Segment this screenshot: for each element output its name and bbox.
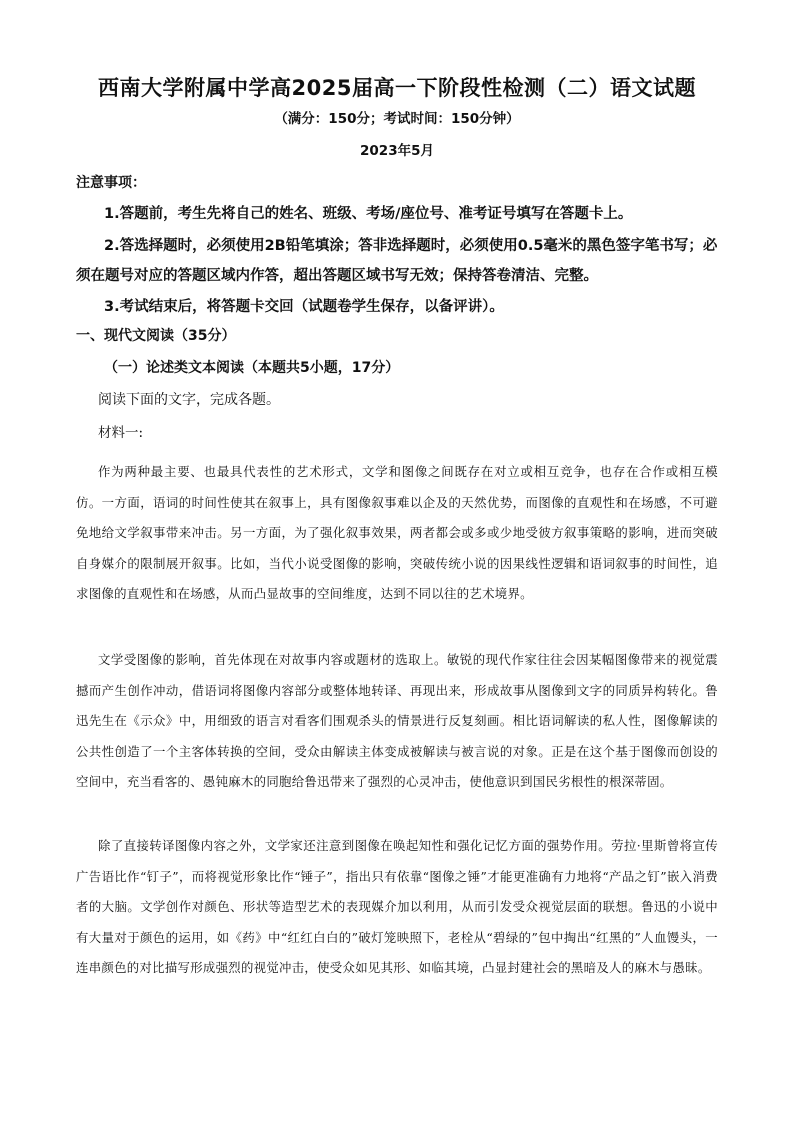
notice-item-1: 1.答题前，考生先将自己的姓名、班级、考场/座位号、准考证号填写在答题卡上。: [104, 206, 633, 222]
notice-item-2: 2.答选择题时，必须使用2B铅笔填涂；答非选择题时，必须使用0.5毫米的黑色签字笔书写；必须在题号对应的答题区域内作答，超出答题区域书写无效；保持答卷清洁、完整。: [76, 238, 718, 284]
exam-subtitle: （满分：150分；考试时间：150分钟）: [274, 111, 520, 127]
passage-paragraph-1: 作为两种最主要、也最具代表性的艺术形式，文学和图像之间既存在对立或相互竞争，也存在合作或相互模仿。一方面，语词的时间性使其在叙事上，具有图像叙事难以企及的天然优势，而图像的直观性和在场感，不可避免地给文学叙事带来冲击。另一方面，为了强化叙事效果，两者都会或多或少地受彼方叙事策略的影响，进而突破自身媒介的限制展开叙事。比如，当代小说受图像的影响，突破传统小说的因果线性逻辑和语词叙事的时间性，追求图像的直观性和在场感，从而凸显故事的空间维度，达到不同以往的艺术境界。: [76, 464, 718, 602]
passage-paragraph-3: 除了直接转译图像内容之外，文学家还注意到图像在唤起知性和强化记忆方面的强势作用。劳拉·里斯曾将宣传广告语比作“钉子”，而将视觉形象比作“锤子”，指出只有依靠“图像之锤”才能更准确有力地将“产品之钉”嵌入消费者的大脑。文学创作对颜色、形状等造型艺术的表现媒介加以利用，从而引发受众视觉层面的联想。鲁迅的小说中有大量对于颜色的运用，如《药》中“红红白白的”破灯笼映照下，老栓从“碧绿的”包中掏出“红黑的”人血馒头，一连串颜色的对比描写形成强烈的视觉冲击，使受众如见其形、如临其境，凸显封建社会的黑暗及人的麻木与愚昧。: [76, 838, 718, 976]
material-label: 材料一:: [98, 425, 144, 441]
exam-title: 西南大学附属中学高2025届高一下阶段性检测（二）语文试题: [98, 76, 696, 100]
notice-heading: 注意事项：: [76, 175, 146, 191]
notice-item-3: 3.考试结束后，将答题卡交回（试题卷学生保存，以备评讲）。: [104, 299, 504, 315]
reading-instruction: 阅读下面的文字，完成各题。: [98, 392, 280, 408]
section-heading: 一、现代文阅读（35分）: [76, 328, 236, 344]
passage-paragraph-2: 文学受图像的影响，首先体现在对故事内容或题材的选取上。敏锐的现代作家往往会因某幅图像带来的视觉震撼而产生创作冲动，借语词将图像内容部分或整体地转译、再现出来，形成故事从图像到文字的同质异构转化。鲁迅先生在《示众》中，用细致的语言对看客们围观杀头的情景进行反复刻画。相比语词解读的私人性，图像解读的公共性创造了一个主客体转换的空间，受众由解读主体变成被解读与被言说的对象。正是在这个基于图像而创设的空间中，充当看客的、愚钝麻木的同胞给鲁迅带来了强烈的心灵冲击，使他意识到国民劣根性的根深蒂固。: [76, 652, 718, 790]
exam-date: 2023年5月: [360, 143, 434, 159]
subsection-heading: （一）论述类文本阅读（本题共5小题，17分）: [104, 360, 400, 376]
